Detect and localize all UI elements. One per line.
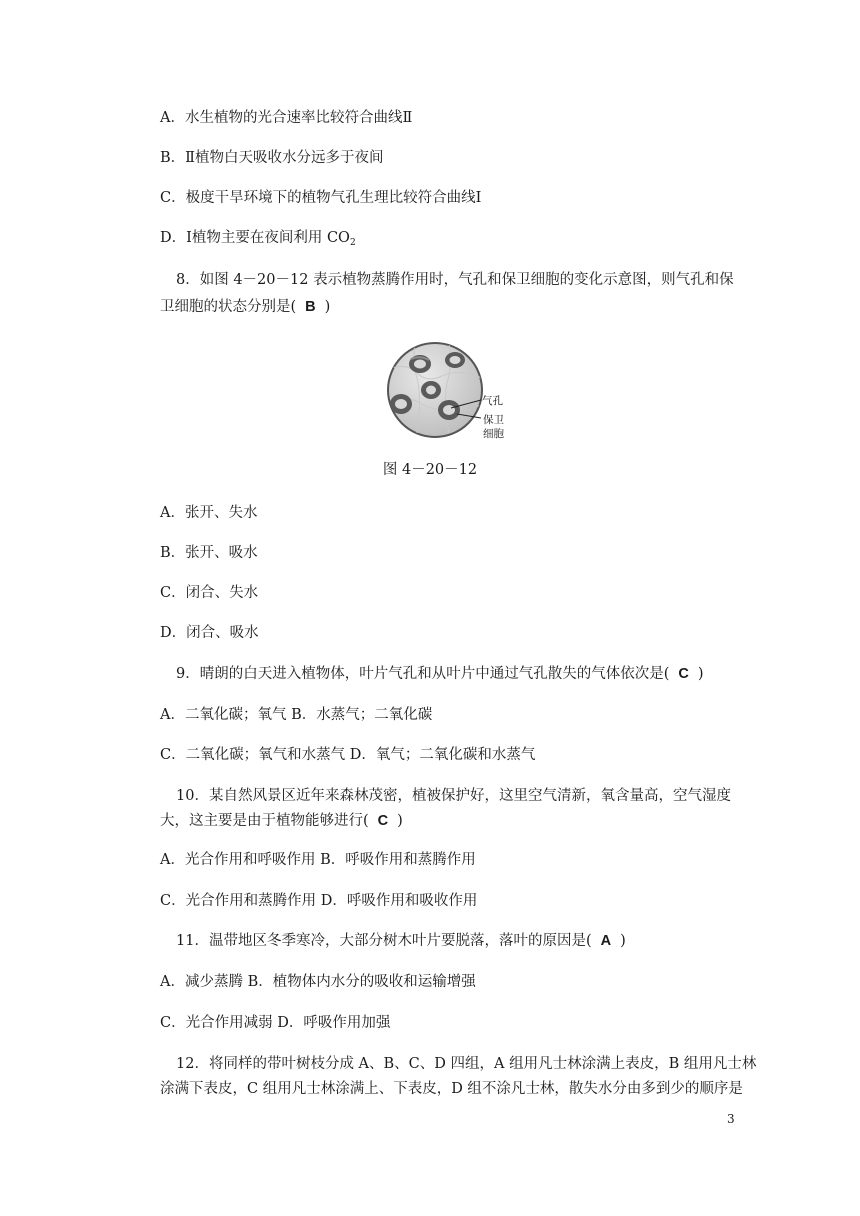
q9-answer: C [678, 666, 689, 682]
q8-option-d: D．闭合、吸水 [160, 625, 259, 641]
q9-options-row2: C．二氧化碳；氧气和水蒸气 D．氧气；二氧化碳和水蒸气 [160, 747, 536, 763]
guard-cell-label-1: 保卫 [483, 414, 504, 426]
q11-stem-text: 11．温带地区冬季寒冷，大部分树木叶片要脱落，落叶的原因是( [176, 933, 592, 949]
q8-option-a: A．张开、失水 [160, 505, 258, 521]
q10-stem-text: 大，这主要是由于植物能够进行( [160, 813, 369, 829]
stomata-figure [387, 338, 513, 446]
q7-option-d [160, 228, 356, 253]
q10-stem-line1: 10．某自然风景区近年来森林茂密，植被保护好，这里空气清新，氧含量高，空气湿度 [176, 788, 731, 804]
guard-cell-pair-1 [409, 355, 431, 373]
q8-stem-line2 [160, 297, 330, 317]
guard-cell-label-2: 细胞 [483, 428, 504, 440]
q9-close-paren: ) [697, 666, 704, 682]
q12-stem-line1: 12．将同样的带叶树枝分成 A、B、C、D 四组，A 组用凡士林涂满上表皮，B 组用凡士林 [176, 1056, 757, 1072]
q11-close-paren: ) [620, 933, 626, 949]
guard-cell-pair-5 [438, 400, 460, 420]
q8-answer: B [305, 299, 316, 315]
q10-close-paren: ) [397, 813, 403, 829]
co2-subscript: 2 [349, 238, 356, 248]
stoma-label: 气孔 [482, 395, 503, 407]
guard-cell-pair-4 [390, 394, 412, 414]
q7-option-c: C．极度干旱环境下的植物气孔生理比较符合曲线Ⅰ [160, 190, 482, 206]
q8-option-c: C．闭合、失水 [160, 585, 259, 601]
q11-options-row2: C．光合作用减弱 D．呼吸作用加强 [160, 1015, 391, 1031]
q9-stem-text: 9．晴朗的白天进入植物体，叶片气孔和从叶片中通过气孔散失的气体依次是( [176, 666, 670, 682]
q9-stem [176, 664, 704, 684]
guard-cell-pair-2 [445, 352, 465, 368]
q8-stem-text: 卫细胞的状态分别是( [160, 299, 297, 315]
q10-options-row1: A．光合作用和呼吸作用 B．呼吸作用和蒸腾作用 [160, 852, 476, 868]
q8-option-b: B．张开、吸水 [160, 545, 258, 561]
figure-caption: 图 4－20－12 [382, 462, 478, 478]
q8-stem-line1: 8．如图 4－20－12 表示植物蒸腾作用时，气孔和保卫细胞的变化示意图，则气孔和保 [176, 272, 734, 288]
q8-close-paren: ) [324, 299, 331, 315]
q10-stem-line2 [160, 811, 403, 831]
q11-answer: A [600, 933, 612, 949]
q11-options-row1: A．减少蒸腾 B．植物体内水分的吸收和运输增强 [160, 974, 476, 990]
q7-option-b: B．Ⅱ植物白天吸收水分远多于夜间 [160, 150, 384, 166]
q7-option-d-text: D．Ⅰ植物主要在夜间利用 CO [160, 230, 350, 246]
page-number: 3 [727, 1112, 735, 1126]
q7-option-a: A．水生植物的光合速率比较符合曲线Ⅱ [160, 110, 413, 126]
q9-options-row1: A．二氧化碳；氧气 B．水蒸气；二氧化碳 [160, 707, 433, 723]
q11-stem [176, 931, 626, 951]
q10-answer: C [377, 813, 389, 829]
q10-options-row2: C．光合作用和蒸腾作用 D．呼吸作用和吸收作用 [160, 893, 478, 909]
q12-stem-line2: 涂满下表皮，C 组用凡士林涂满上、下表皮，D 组不涂凡士林，散失水分由多到少的顺序是 [160, 1081, 743, 1097]
guard-cell-pair-3 [421, 381, 441, 399]
